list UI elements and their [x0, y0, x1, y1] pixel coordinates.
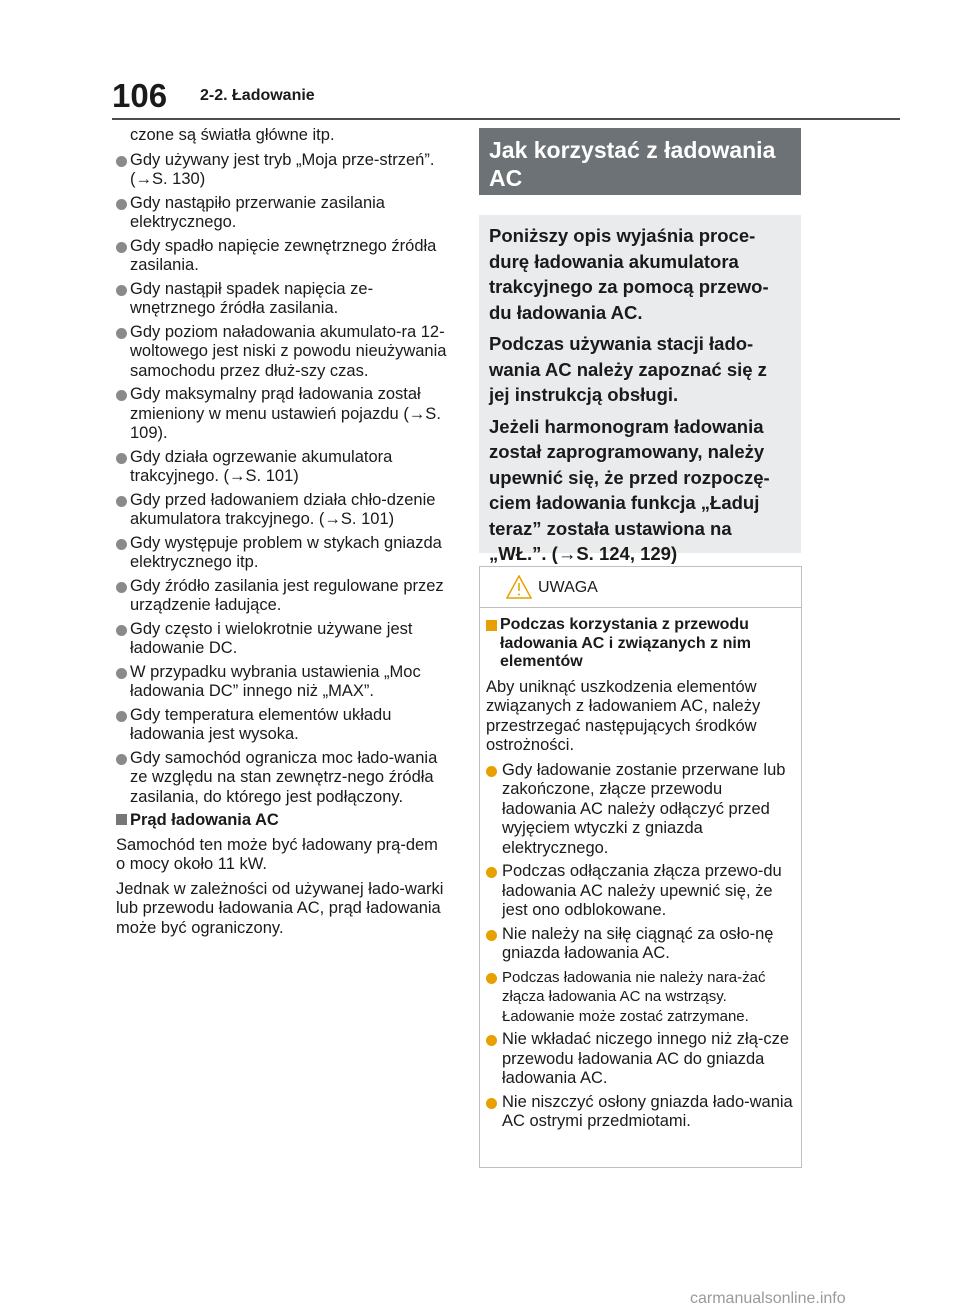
paragraph: Jednak w zależności od używanej łado-warki lub przewodu ładowania AC, prąd ładowania może być ograniczony.	[116, 879, 444, 937]
section-title: 2-2. Ładowanie	[200, 87, 315, 104]
watermark: carmanualsonline.info	[690, 1290, 846, 1307]
warning-item: Nie wkładać niczego innego niż złą-cze przewodu ładowania AC do gniazda ładowania AC.	[486, 1030, 795, 1089]
list-item: Gdy nastąpił spadek napięcia ze-wnętrznego źródła zasilania.	[116, 280, 450, 319]
warning-item: Podczas ładowania nie należy nara-żać złącza ładowania AC na wstrząsy. Ładowanie może zostać zatrzymane.	[486, 968, 795, 1027]
bullet-icon	[486, 766, 497, 777]
list-item: Gdy poziom naładowania akumulato-ra 12-woltowego jest niski z powodu nieużywania samochodu przez dłuż-szy czas.	[116, 323, 450, 382]
bullet-icon	[116, 582, 127, 593]
bullet-icon	[486, 930, 497, 941]
bullet-icon	[116, 199, 127, 210]
warning-title: Podczas korzystania z przewodu ładowania AC i związanych z nim elementów	[486, 616, 795, 672]
list-item: Gdy występuje problem w stykach gniazda elektrycznego itp.	[116, 534, 450, 573]
list-item: Gdy używany jest tryb „Moja prze-strzeń”. (→S. 130)	[116, 151, 450, 190]
warning-item: Gdy ładowanie zostanie przerwane lub zakończone, złącze przewodu ładowania AC należy odłączyć przed wyjęciem wtyczki z gniazda elektrycznego.	[486, 761, 795, 859]
bullet-icon	[116, 453, 127, 464]
page-number: 106	[112, 77, 168, 114]
list-item: Gdy źródło zasilania jest regulowane przez urządzenie ładujące.	[116, 577, 450, 616]
warning-body	[480, 608, 801, 1132]
warning-item: Podczas odłączania złącza przewo-du ładowania AC należy upewnić się, że jest ono odblokowane.	[486, 862, 795, 921]
bullet-icon	[486, 1035, 497, 1046]
subheading: Prąd ładowania AC	[116, 811, 450, 831]
list-item: Gdy maksymalny prąd ładowania został zmieniony w menu ustawień pojazdu (→S. 109).	[116, 385, 450, 444]
bullet-icon	[116, 539, 127, 550]
bullet-icon	[116, 390, 127, 401]
square-icon	[486, 620, 497, 631]
warning-item: Nie niszczyć osłony gniazda łado-wania AC ostrymi przedmiotami.	[486, 1093, 795, 1132]
warning-intro: Aby uniknąć uszkodzenia elementów związanych z ładowaniem AC, należy przestrzegać następujących środków ostrożności.	[486, 677, 761, 754]
warning-header	[480, 567, 801, 608]
paragraph: Samochód ten może być ładowany prą-dem o mocy około 11 kW.	[116, 835, 438, 873]
bullet-icon	[486, 1098, 497, 1109]
section-heading: Jak korzystać z ładowania AC	[479, 128, 801, 195]
list-item: Gdy spadło napięcie zewnętrznego źródła zasilania.	[116, 237, 450, 276]
list-item: Gdy działa ogrzewanie akumulatora trakcyjnego. (→S. 101)	[116, 448, 450, 487]
bullet-icon	[116, 496, 127, 507]
list-item: W przypadku wybrania ustawienia „Moc ładowania DC” innego niż „MAX”.	[116, 663, 450, 702]
bullet-icon	[116, 285, 127, 296]
bullet-icon	[116, 668, 127, 679]
intro-text: czone są światła główne itp.	[130, 126, 335, 144]
list-item: Gdy nastąpiło przerwanie zasilania elektrycznego.	[116, 194, 450, 233]
page-header	[112, 78, 900, 120]
bullet-icon	[116, 328, 127, 339]
info-paragraph: Podczas używania stacji łado-wania AC należy zapoznać się z jej instrukcją obsługi.	[489, 333, 767, 405]
list-item: Gdy często i wielokrotnie używane jest ładowanie DC.	[116, 620, 450, 659]
bullet-icon	[116, 754, 127, 765]
info-box	[479, 215, 801, 564]
list-item: Gdy przed ładowaniem działa chło-dzenie akumulatora trakcyjnego. (→S. 101)	[116, 491, 450, 530]
bullet-icon	[116, 156, 127, 167]
warning-triangle-icon	[506, 575, 532, 604]
warning-item: Nie należy na siłę ciągnąć za osło-nę gniazda ładowania AC.	[486, 925, 795, 964]
warning-box	[479, 566, 802, 1168]
info-paragraph: Jeżeli harmonogram ładowania został zaprogramowany, należy upewnić się, że przed rozpoczę-ciem ładowania funkcja „Ładuj teraz” została ustawiona na „WŁ.”. (→S. 124, 129)	[489, 415, 770, 564]
bullet-icon	[116, 625, 127, 636]
list-item: Gdy temperatura elementów układu ładowania jest wysoka.	[116, 706, 450, 745]
info-paragraph: Poniższy opis wyjaśnia proce-durę ładowania akumulatora trakcyjnego za pomocą przewo-du ładowania AC.	[489, 225, 769, 323]
square-icon	[116, 814, 127, 825]
bullet-icon	[486, 973, 497, 984]
bullet-icon	[116, 711, 127, 722]
bullet-icon	[116, 242, 127, 253]
bullet-icon	[486, 867, 497, 878]
warning-label: UWAGA	[538, 579, 598, 596]
list-item: Gdy samochód ogranicza moc łado-wania ze względu na stan zewnętrz-nego źródła zasilania, do którego jest podłączony.	[116, 749, 450, 808]
left-column	[116, 126, 450, 943]
